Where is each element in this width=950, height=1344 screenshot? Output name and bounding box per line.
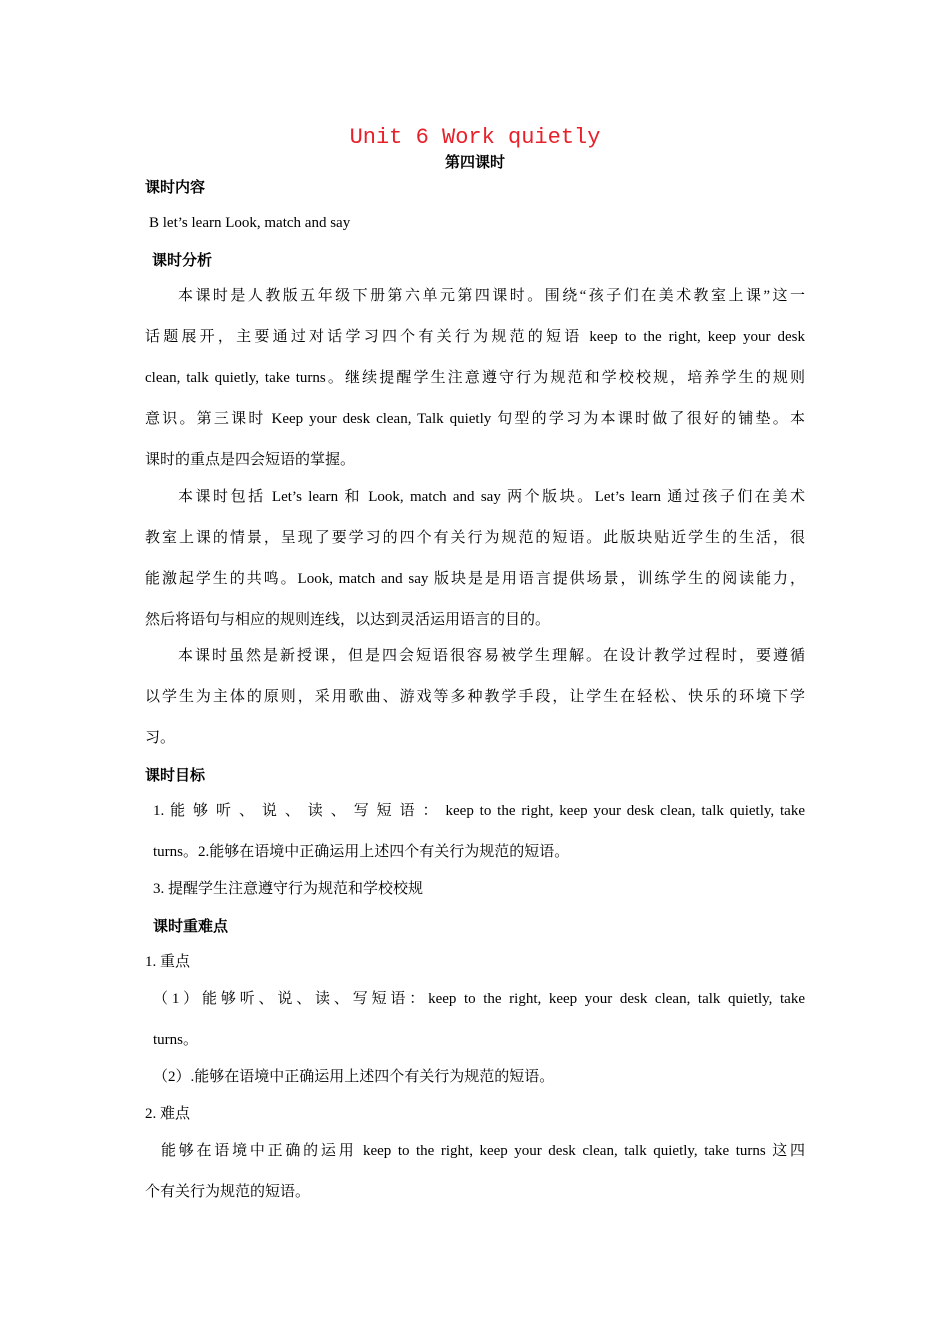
key-point-label: 1. 重点 [145,954,191,970]
page-title: Unit 6 Work quietly [349,125,601,150]
section-heading-analysis: 课时分析 [152,251,213,269]
analysis-p2-line: 教室上课的情景，呈现了要学习的四个有关行为规范的短语。此版块贴近学生的生活，很 [145,530,805,546]
goal-line: turns。2.能够在语境中正确运用上述四个有关行为规范的短语。 [153,844,570,860]
analysis-p2-line: 然后将语句与相应的规则连线，以达到灵活运用语言的目的。 [145,612,551,628]
section-content-text: B let’s learn Look, match and say [149,215,351,231]
analysis-p1-line: 课时的重点是四会短语的掌握。 [145,452,356,468]
section-heading-key-points: 课时重难点 [153,917,229,935]
analysis-p3-line: 习。 [145,730,176,746]
page-subtitle: 第四课时 [444,153,505,171]
analysis-p1-line: 话题展开，主要通过对话学习四个有关行为规范的短语 keep to the right, keep your desk [145,329,805,345]
analysis-p1-line: 本课时是人教版五年级下册第六单元第四课时。围绕“孩子们在美术教室上课”这一 [178,288,805,304]
analysis-p1-line: clean, talk quietly, take turns。继续提醒学生注意遵守行为规范和学校校规，培养学生的规则 [145,370,805,386]
analysis-p3-line: 本课时虽然是新授课，但是四会短语很容易被学生理解。在设计教学过程时，要遵循 [178,648,805,664]
key-point-line: （2）.能够在语境中正确运用上述四个有关行为规范的短语。 [153,1069,555,1085]
key-point-line: turns。 [153,1032,199,1048]
difficulty-line: 能够在语境中正确的运用 keep to the right, keep your desk clean, talk quietly, take turns 这四 [161,1143,805,1159]
analysis-p3-line: 以学生为主体的原则，采用歌曲、游戏等多种教学手段，让学生在轻松、快乐的环境下学 [145,689,805,705]
analysis-p1-line: 意识。第三课时 Keep your desk clean, Talk quietly 句型的学习为本课时做了很好的铺垫。本 [145,411,805,427]
section-heading-content: 课时内容 [145,178,206,196]
difficulty-label: 2. 难点 [145,1106,191,1122]
difficulty-line: 个有关行为规范的短语。 [145,1184,311,1200]
goal-line: 3. 提醒学生注意遵守行为规范和学校校规 [153,881,424,897]
key-point-line: （1）能够听、说、读、写短语：keep to the right, keep your desk clean, talk quietly, take [153,991,805,1007]
goal-line: 1. 能 够 听 、 说 、 读 、 写 短 语 ： keep to the right, keep your desk clean, talk quietly, take [153,803,805,819]
analysis-p2-line: 本课时包括 Let’s learn 和 Look, match and say 两个版块。Let’s learn 通过孩子们在美术 [178,489,805,505]
analysis-p2-line: 能激起学生的共鸣。Look, match and say 版块是是用语言提供场景，训练学生的阅读能力， [145,571,805,587]
section-heading-goals: 课时目标 [145,766,206,784]
